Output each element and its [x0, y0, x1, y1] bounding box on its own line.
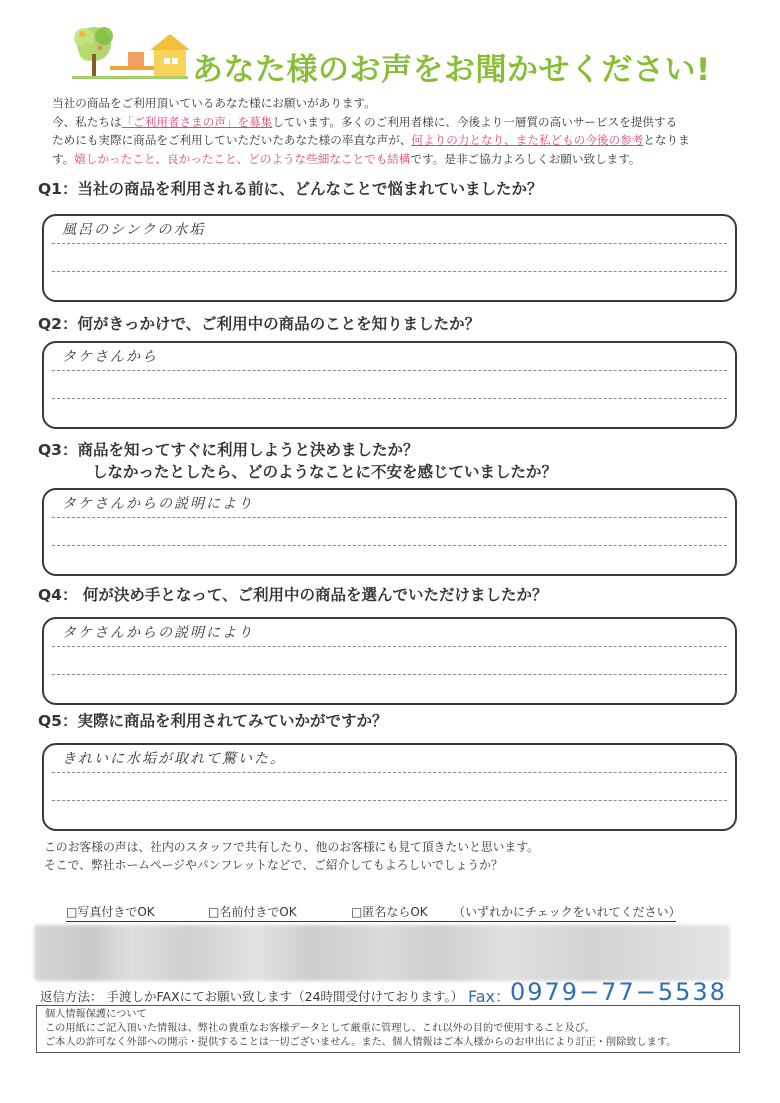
intro-highlight: 嬉しかったこと、良かったこと、どのような些細なことでも結構	[74, 151, 411, 166]
divider	[52, 646, 727, 647]
page-title: あなた様のお声をお聞かせください!	[192, 52, 711, 88]
intro-line-1: 当社の商品をご利用頂いているあなた様にお願いがあります。	[52, 96, 376, 110]
intro-text-part: となりま	[643, 133, 690, 147]
checkbox-note: （いずれかにチェックをいれてください）	[453, 905, 681, 919]
redacted-customer-info	[34, 925, 730, 981]
privacy-line-2: ご本人の許可なく外部への開示・提供することは一切ございません。また、個人情報はご本人様からのお申出により訂正・削除致します。	[45, 1037, 677, 1048]
answer-box-3[interactable]	[42, 488, 737, 576]
answer-2-text: タケさんから	[62, 349, 158, 365]
fax-label: Fax：	[468, 987, 512, 1006]
intro-line-4	[52, 150, 752, 169]
tree-and-house-icon	[64, 22, 194, 84]
divider	[52, 674, 727, 675]
question-3-label: Q3：商品を知ってすぐに利用しようと決めましたか？	[38, 441, 419, 459]
consent-line-2: そこで、弊社ホームページやパンフレットなどで、ご紹介してもよろしいでしょうか？	[44, 858, 503, 872]
answer-5-text: きれいに水垢が取れて驚いた。	[62, 751, 286, 767]
intro-text-part: です。是非ご協力よろしくお願い致します。	[410, 151, 641, 166]
question-2-label: Q2：何がきっかけで、ご利用中の商品のことを知りましたか？	[38, 315, 481, 333]
name-ok-checkbox[interactable]: □名前付きでOK	[208, 905, 297, 919]
intro-text-part: 今、私たちは	[52, 114, 122, 129]
anonymous-ok-checkbox[interactable]: □匿名ならOK	[351, 905, 428, 919]
intro-line-3	[52, 131, 752, 150]
consent-text	[44, 838, 539, 874]
intro-line-2	[52, 113, 752, 132]
answer-4-text: タケさんからの説明により	[62, 625, 254, 641]
divider	[52, 800, 727, 801]
question-3-label-line-2: しなかったとしたら、どのようなことに不安を感じていましたか？	[92, 463, 558, 481]
intro-text	[52, 94, 752, 168]
answer-box-2[interactable]	[42, 341, 737, 429]
question-5-label: Q5：実際に商品を利用されてみていかがですか？	[38, 712, 388, 730]
intro-text-part: す。	[52, 151, 75, 166]
privacy-line-1: この用紙にご記入頂いた情報は、弊社の貴重なお客様データとして厳重に管理し、これ以外の目的で使用すること及び、	[45, 1023, 595, 1034]
answer-3-text: タケさんからの説明により	[62, 496, 254, 512]
question-4-label: Q4： 何が決め手となって、ご利用中の商品を選んでいただけましたか？	[38, 586, 548, 604]
divider	[52, 545, 727, 546]
photo-ok-checkbox[interactable]: □写真付きでOK	[66, 905, 155, 919]
privacy-notice	[36, 1005, 740, 1053]
answer-box-5[interactable]	[42, 743, 737, 831]
intro-text-part: ためにも実際に商品をご利用していただいたあなた様の率直な声が、	[52, 133, 412, 147]
divider	[52, 772, 727, 773]
consent-line-1: このお客様の声は、社内のスタッフで共有したり、他のお客様にも見て頂きたいと思います。	[44, 840, 539, 854]
privacy-title: 個人情報保護について	[45, 1009, 147, 1020]
intro-text-part: しています。多くのご利用者様に、今後より一層質の高いサービスを提供する	[272, 114, 678, 129]
return-method: 返信方法： 手渡しかFAXにてお願い致します（24時間受付けております。）	[40, 989, 464, 1004]
question-1-label: Q1：当社の商品を利用される前に、どんなことで悩まれていましたか？	[38, 180, 543, 198]
fax-number: 0979−77−5538	[510, 978, 727, 1006]
answer-box-4[interactable]	[42, 617, 737, 705]
intro-highlight: 何よりの力となり、また私どもの今後の参考	[411, 133, 644, 147]
divider	[52, 398, 727, 399]
divider	[52, 517, 727, 518]
consent-options	[66, 903, 681, 922]
divider	[52, 271, 727, 272]
answer-1-text: 風呂のシンクの水垢	[62, 222, 206, 238]
answer-box-1[interactable]	[42, 214, 737, 302]
divider	[52, 370, 727, 371]
divider	[52, 243, 727, 244]
intro-highlight: 「ご利用者さまの声」を募集	[121, 114, 273, 129]
